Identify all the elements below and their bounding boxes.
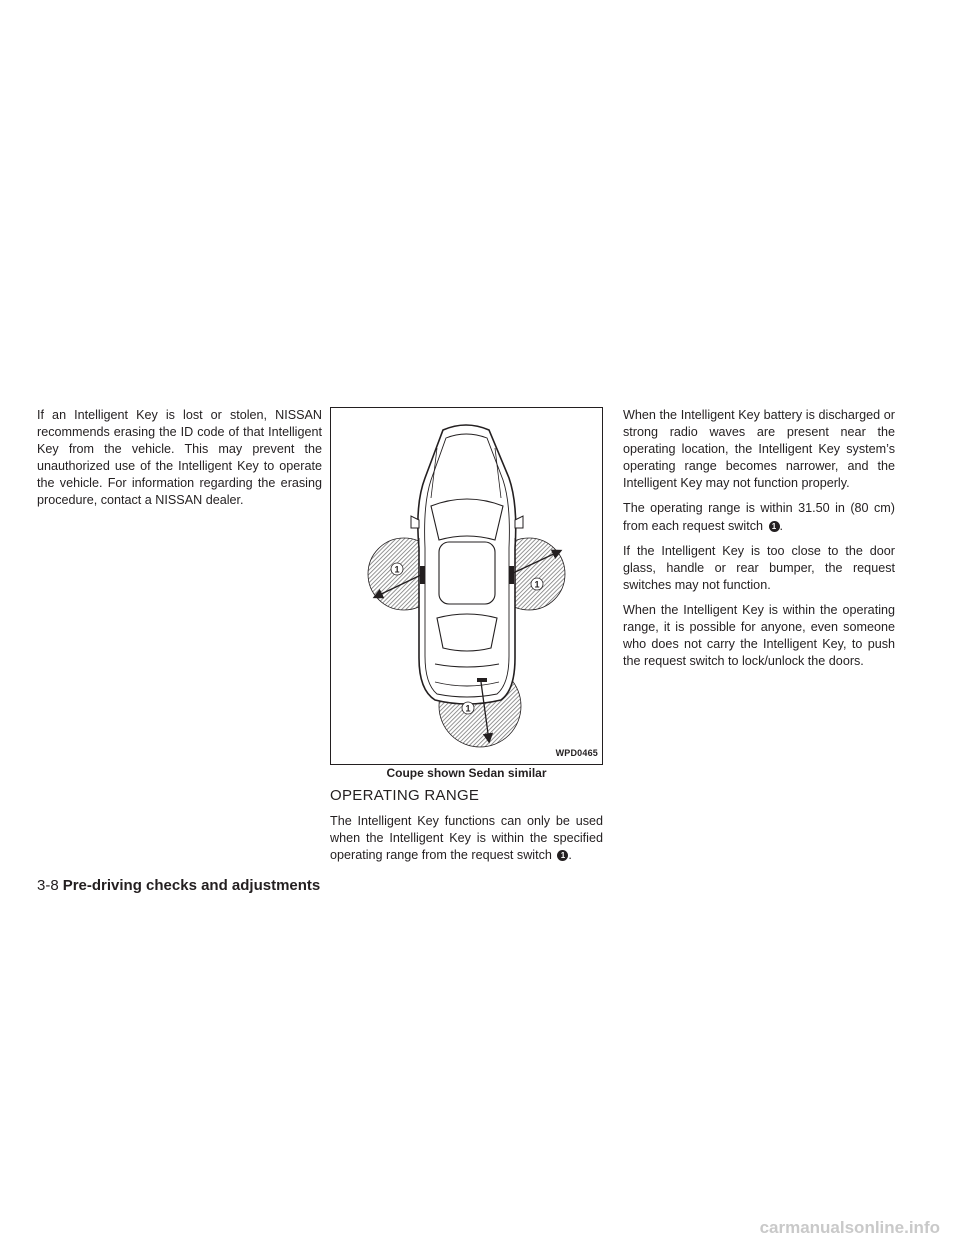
figure-caption: Coupe shown Sedan similar: [386, 766, 547, 780]
range-distance-paragraph: [623, 500, 895, 534]
section-title: Pre-driving checks and adjustments: [62, 877, 321, 894]
operating-range-paragraph: [330, 813, 603, 864]
svg-text:1: 1: [465, 703, 471, 714]
callout-right: [531, 578, 543, 590]
operating-range-text: The Intelligent Key functions can only be used when the Intelligent Key is within the specified operating range from the request switch: [330, 814, 603, 863]
period: .: [779, 518, 783, 533]
page-number: 3-8: [37, 877, 59, 894]
operating-range-figure: [330, 407, 603, 765]
callout-1-icon: 1: [769, 521, 780, 532]
figure-code: WPD0465: [555, 747, 598, 758]
middle-column: [330, 407, 603, 864]
callout-1-icon: 1: [557, 850, 568, 861]
period: .: [568, 848, 572, 863]
right-request-switch: [509, 566, 514, 584]
car-body: [418, 425, 516, 704]
car-top-view-diagram: [331, 408, 602, 764]
left-column: [37, 407, 322, 518]
callout-rear: [462, 702, 474, 714]
range-distance-text: The operating range is within 31.50 in (80 cm) from each request switch: [623, 501, 895, 533]
rear-request-switch: [477, 678, 487, 682]
watermark: carmanualsonline.info: [759, 1218, 940, 1237]
battery-paragraph: When the Intelligent Key battery is discharged or strong radio waves are present near the operating location, the Intelligent Key system’s operating range becomes narrower, and the Intelligent Key may not function properly.: [623, 408, 895, 491]
svg-text:1: 1: [394, 564, 400, 575]
svg-text:1: 1: [534, 579, 540, 590]
lost-key-paragraph: If an Intelligent Key is lost or stolen, NISSAN recommends erasing the ID code of that Intelligent Key from the vehicle. This may prevent the unauthorized use of the Intelligent Key to operate the vehicle. For information regarding the erasing procedure, contact a NISSAN dealer.: [37, 408, 322, 508]
anyone-push-paragraph: When the Intelligent Key is within the operating range, it is possible for anyone, even someone who does not carry the Intelligent Key, to push the request switch to lock/unlock the doors.: [623, 602, 895, 669]
callout-left: [391, 563, 403, 575]
too-close-paragraph: If the Intelligent Key is too close to the door glass, handle or rear bumper, the request switches may not function.: [623, 543, 895, 592]
page-footer: [37, 877, 320, 895]
section-heading: OPERATING RANGE: [330, 787, 480, 804]
right-column: [623, 407, 895, 678]
